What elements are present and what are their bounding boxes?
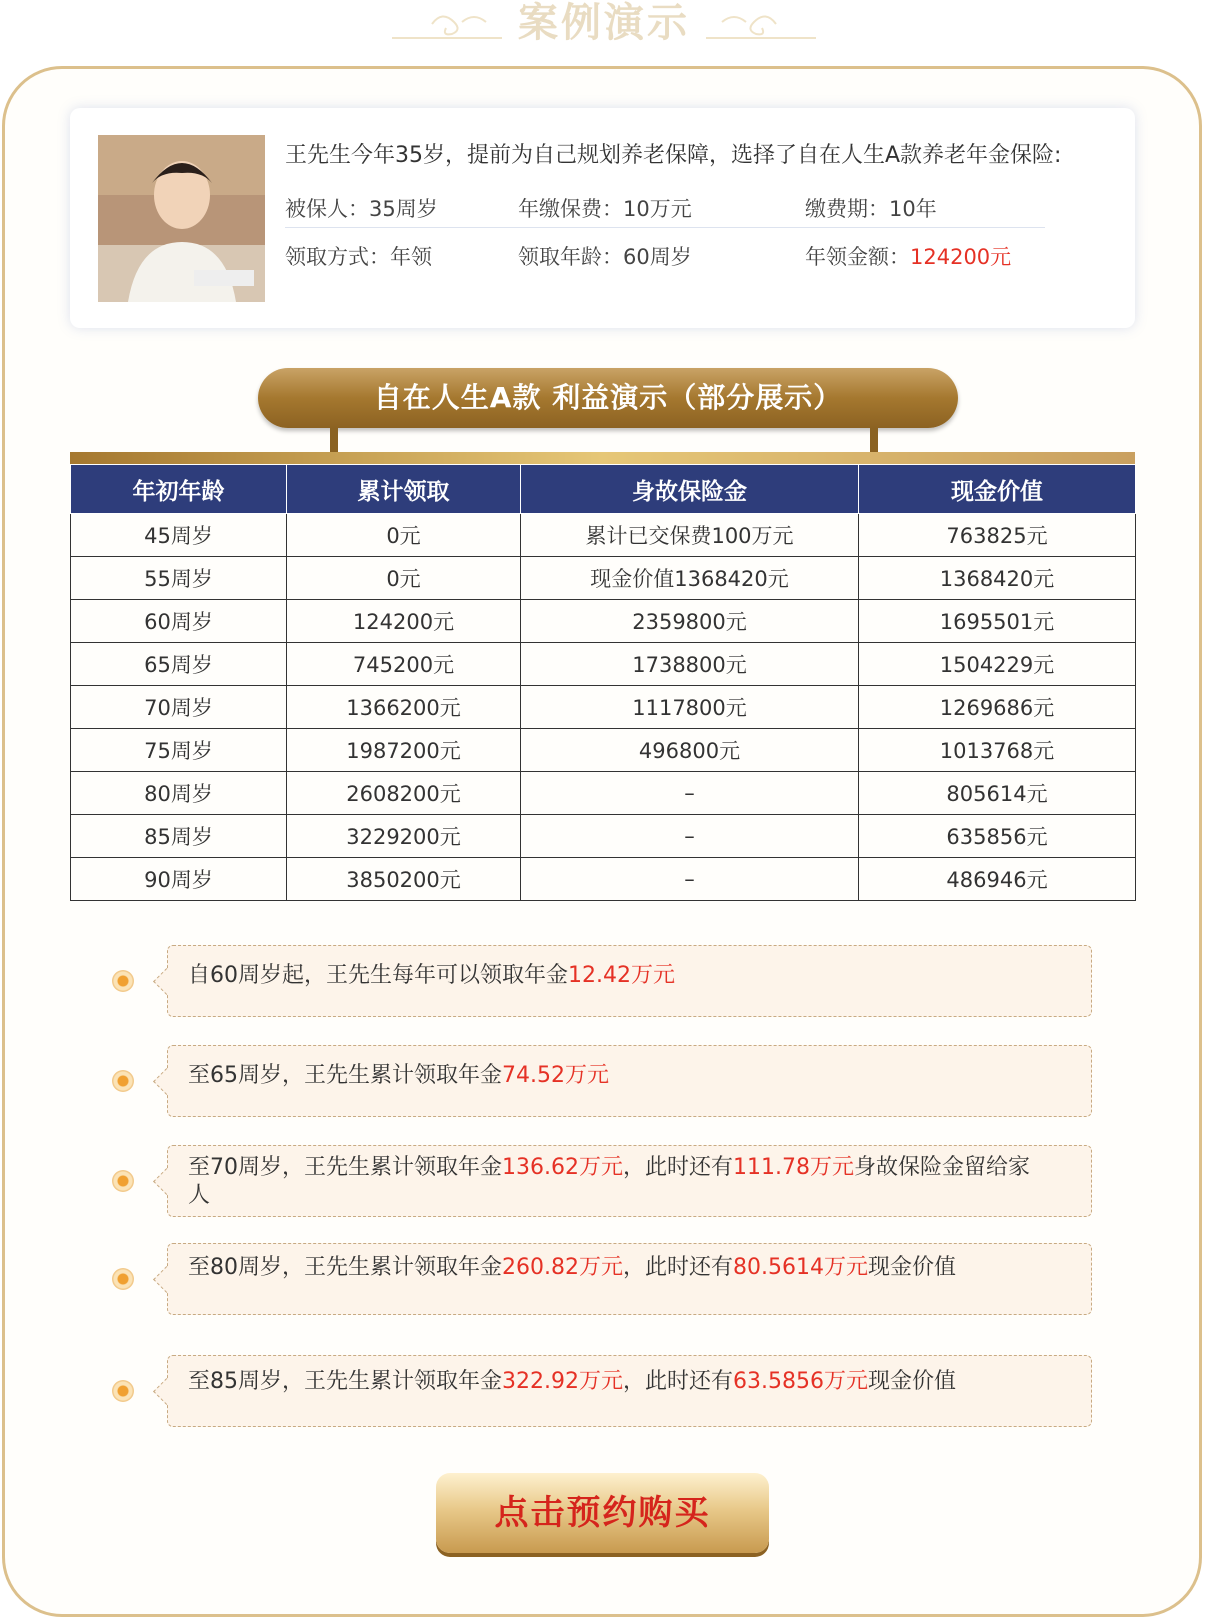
cell-cumulative: 745200元 [287, 643, 521, 686]
cell-cumulative: 124200元 [287, 600, 521, 643]
cell-death-benefit: – [521, 772, 859, 815]
benefit-table [70, 464, 1136, 901]
cell-death-benefit: – [521, 858, 859, 901]
cell-age: 75周岁 [71, 729, 287, 772]
cell-cash-value: 1013768元 [859, 729, 1136, 772]
premium-label: 年缴保费： [518, 197, 623, 221]
cell-death-benefit: 累计已交保费100万元 [521, 514, 859, 557]
cell-death-benefit: 496800元 [521, 729, 859, 772]
highlight-text [188, 1254, 1041, 1282]
cell-cumulative: 2608200元 [287, 772, 521, 815]
cell-age: 85周岁 [71, 815, 287, 858]
method-label: 领取方式： [285, 245, 390, 269]
book-purchase-button[interactable]: 点击预约购买 [436, 1473, 769, 1553]
table-header-row [71, 465, 1136, 514]
highlight-pre: 自60周岁起，王先生每年可以领取年金 [188, 963, 568, 988]
highlight-text [188, 1154, 1041, 1210]
cell-age: 45周岁 [71, 514, 287, 557]
case-card [70, 108, 1135, 328]
table-row [71, 729, 1136, 772]
highlight-bubble [167, 1145, 1092, 1217]
bullet-dot-icon [112, 1070, 134, 1092]
cell-cumulative: 1366200元 [287, 686, 521, 729]
highlight-pre: 至80周岁，王先生累计领取年金 [188, 1255, 502, 1280]
premium-value: 10万元 [623, 197, 692, 221]
highlight-value: 12.42万元 [568, 963, 675, 988]
section-header [0, 0, 1208, 55]
info-divider [285, 227, 1045, 228]
highlight-text [188, 1062, 1041, 1090]
plaque-post-right [870, 428, 878, 452]
highlight-value: 136.62万元 [502, 1155, 623, 1180]
table-row [71, 858, 1136, 901]
highlight-post: 现金价值 [867, 1255, 956, 1280]
table-row [71, 600, 1136, 643]
highlight-mid: ，此时还有 [622, 1155, 733, 1180]
highlight-post: 现金价值 [867, 1369, 956, 1394]
person-photo-icon [98, 135, 265, 302]
cell-age: 60周岁 [71, 600, 287, 643]
table-row [71, 557, 1136, 600]
highlight-pre: 至70周岁，王先生累计领取年金 [188, 1155, 502, 1180]
table-row [71, 643, 1136, 686]
cell-cash-value: 805614元 [859, 772, 1136, 815]
cell-death-benefit: – [521, 815, 859, 858]
period-field [805, 193, 937, 223]
highlight-mid: ，此时还有 [622, 1369, 733, 1394]
insured-label: 被保人： [285, 197, 369, 221]
benefit-plaque: 自在人生A款 利益演示（部分展示） [258, 368, 958, 428]
cell-death-benefit: 2359800元 [521, 600, 859, 643]
highlight-value: 260.82万元 [502, 1255, 623, 1280]
start-age-value: 60周岁 [623, 245, 692, 269]
page-title: 案例演示 [518, 0, 690, 46]
method-value: 年领 [390, 245, 432, 269]
cell-age: 65周岁 [71, 643, 287, 686]
highlight-value-2: 111.78万元 [733, 1155, 854, 1180]
highlight-value: 74.52万元 [502, 1063, 609, 1088]
table-gold-bar [70, 452, 1135, 464]
cell-age: 90周岁 [71, 858, 287, 901]
cell-cumulative: 0元 [287, 557, 521, 600]
cell-cumulative: 3850200元 [287, 858, 521, 901]
cell-cash-value: 486946元 [859, 858, 1136, 901]
cell-cumulative: 0元 [287, 514, 521, 557]
highlight-text [188, 1368, 1041, 1396]
highlight-post: 身故保险金留给家人 [188, 1155, 1030, 1208]
highlight-text [188, 962, 1041, 990]
highlight-mid: ，此时还有 [622, 1255, 733, 1280]
period-label: 缴费期： [805, 197, 889, 221]
cell-death-benefit: 1117800元 [521, 686, 859, 729]
header-death-benefit: 身故保险金 [521, 465, 859, 514]
bullet-dot-icon [112, 1170, 134, 1192]
bullet-dot-icon [112, 970, 134, 992]
highlight-pre: 至65周岁，王先生累计领取年金 [188, 1063, 502, 1088]
highlight-bubble [167, 1243, 1092, 1315]
table-row [71, 815, 1136, 858]
cell-age: 70周岁 [71, 686, 287, 729]
cell-cumulative: 1987200元 [287, 729, 521, 772]
annual-field [805, 241, 1011, 271]
cell-cash-value: 1504229元 [859, 643, 1136, 686]
highlight-bubble [167, 1355, 1092, 1427]
bullet-dot-icon [112, 1268, 134, 1290]
bullet-dot-icon [112, 1380, 134, 1402]
start-age-field [518, 241, 692, 271]
cell-death-benefit: 现金价值1368420元 [521, 557, 859, 600]
cell-cash-value: 1269686元 [859, 686, 1136, 729]
cell-cash-value: 1695501元 [859, 600, 1136, 643]
annual-value: 124200元 [910, 245, 1012, 269]
table-row [71, 686, 1136, 729]
highlight-value-2: 63.5856万元 [733, 1369, 868, 1394]
cell-cash-value: 763825元 [859, 514, 1136, 557]
cell-age: 80周岁 [71, 772, 287, 815]
highlight-bubble [167, 945, 1092, 1017]
cloud-ornament-right-icon [706, 4, 816, 44]
cell-death-benefit: 1738800元 [521, 643, 859, 686]
annual-label: 年领金额： [805, 245, 910, 269]
cell-age: 55周岁 [71, 557, 287, 600]
highlight-pre: 至85周岁，王先生累计领取年金 [188, 1369, 502, 1394]
plaque-post-left [330, 428, 338, 452]
cell-cash-value: 1368420元 [859, 557, 1136, 600]
table-row [71, 514, 1136, 557]
highlight-value-2: 80.5614万元 [733, 1255, 868, 1280]
start-age-label: 领取年龄： [518, 245, 623, 269]
cell-cash-value: 635856元 [859, 815, 1136, 858]
highlight-bubble [167, 1045, 1092, 1117]
insured-field [285, 193, 438, 223]
table-row [71, 772, 1136, 815]
header-cash-value: 现金价值 [859, 465, 1136, 514]
period-value: 10年 [889, 197, 937, 221]
cell-cumulative: 3229200元 [287, 815, 521, 858]
premium-field [518, 193, 692, 223]
case-intro: 王先生今年35岁，提前为自己规划养老保障，选择了自在人生A款养老年金保险: [285, 143, 1062, 168]
method-field [285, 241, 432, 271]
header-age: 年初年龄 [71, 465, 287, 514]
highlight-value: 322.92万元 [502, 1369, 623, 1394]
header-cumulative: 累计领取 [287, 465, 521, 514]
insured-value: 35周岁 [369, 197, 438, 221]
